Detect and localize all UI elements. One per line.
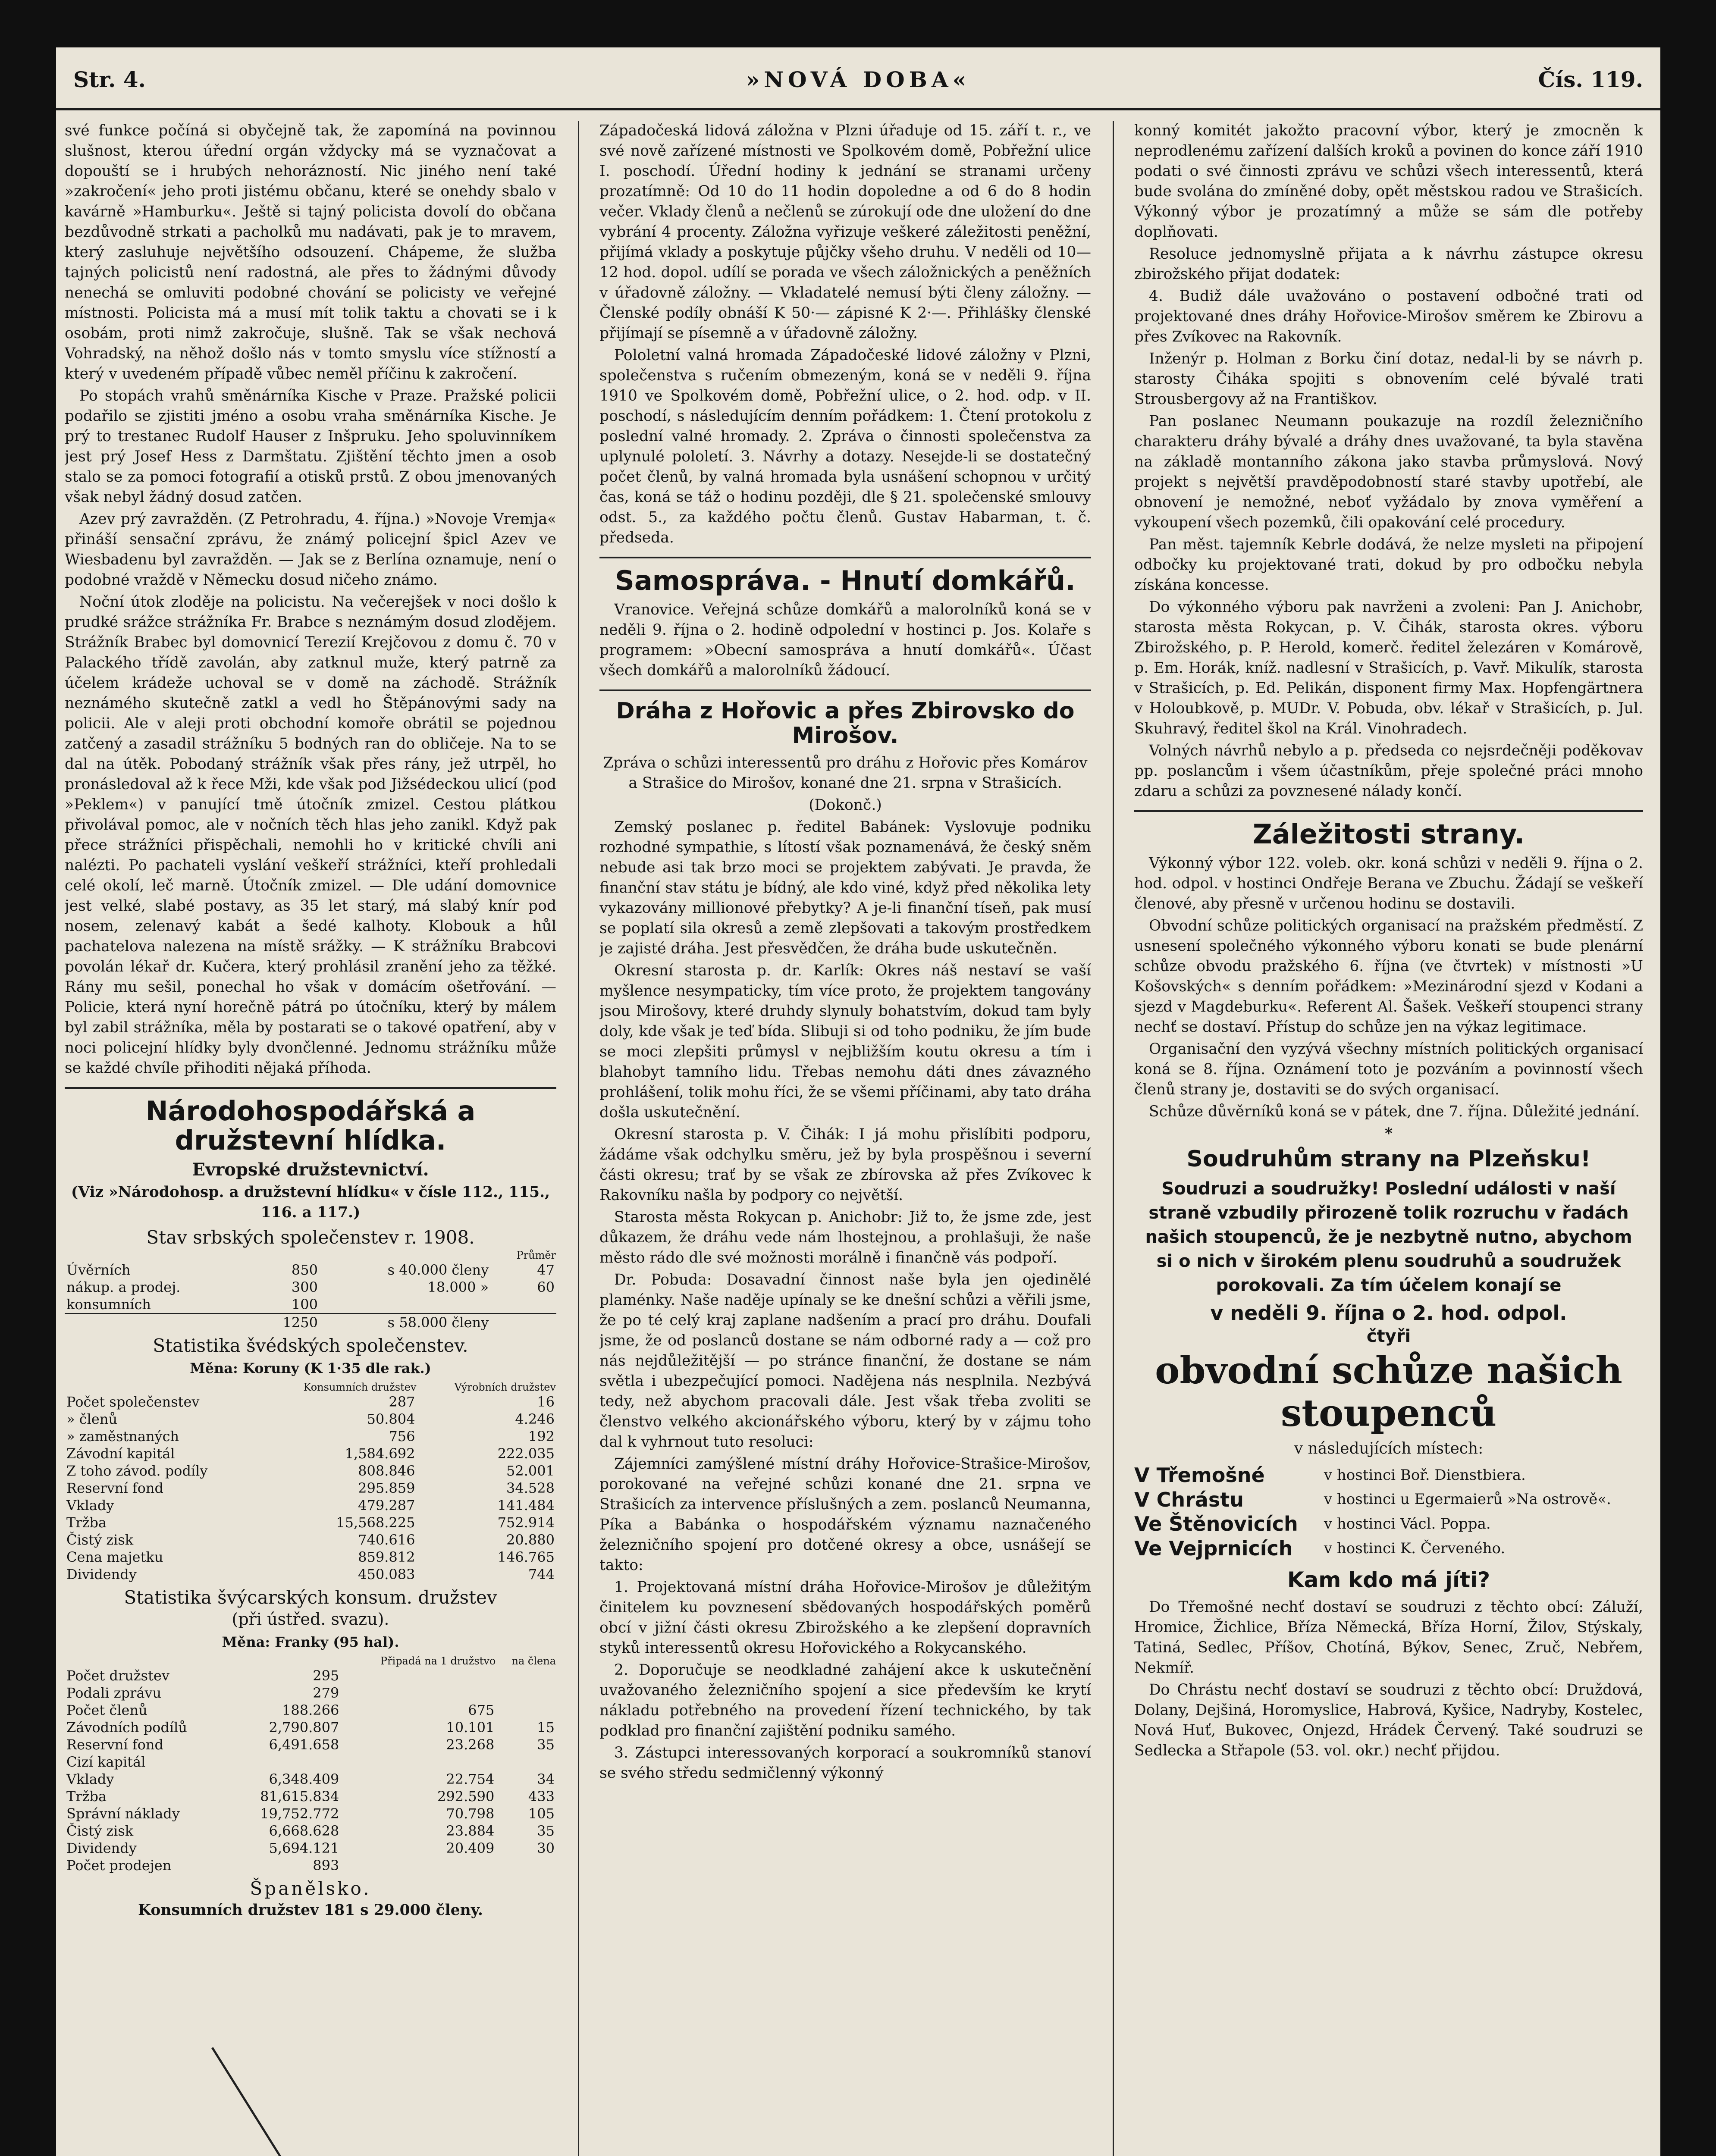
article-intro: Zpráva o schůzi interessentů pro dráhu z Hořovic přes Komárov a Strašice do Mirošov, konané dne 21. srpna v Strašicích. — [603, 754, 1088, 792]
section-rule — [65, 1087, 556, 1089]
article-paragraph: Po stopách vrahů směnárníka Kische v Praze. Pražské policii podařilo se zjistiti jméno a osobu vraha směnárníka Kische. Je prý to trestanec Rudolf Hauser z Inšpruku. Jeho spoluvinníkem jest prý Josef Hess z Darmštatu. Zjištění těchto jmen a osob stalo se za pomoci fotografií a otisků prstů. Z obou jmenovaných však nebyl žádný dosud zatčen. — [65, 387, 556, 506]
article-heading: Dráha z Hořovic a přes Zbirovsko do Mirošov. — [616, 698, 1075, 749]
swiss-table: Připadá na 1 družstvo na člena Počet družstev 295 Podali zprávu 279 Počet členů 188.266 675 Závodních podílů 2,790.807 10.101 15 Reservní fond 6,491.658 23.268 35 Cizí kapitál Vklady 6,348.409 22.754 34 Tržba 81,615.834 292.590 433 Správní náklady 19,752.772 70.798 105 Čistý zisk 6,668.628 23.884 35 Dividendy 5,694.121 20.409 30 Počet prodejen 893 — [65, 1655, 556, 1874]
section-heading: Samospráva. - Hnutí domkářů. — [615, 565, 1076, 596]
article-paragraph: Pan poslanec Neumann poukazuje na rozdíl železničního charakteru dráhy bývalé a dráhy dnes uvažované, ta byla stavěna na základě montanního zákona jako stavba průmyslová. Nový projekt s největší pravděpodobností staré stavby upotřebí, ale obnovení je nemožné, neboť vyžádalo by znova vyměření a vykoupení všech pozemků, čili opakování celé procedury. — [1134, 413, 1643, 531]
currency-note: Měna: Franky (95 hal). — [222, 1634, 399, 1651]
article-note: (Dokonč.) — [809, 796, 882, 814]
table-row: Počet družstev 295 — [66, 1667, 339, 1684]
spain-line: Konsumních družstev 181 s 29.000 členy. — [138, 1902, 483, 1919]
article-paragraph: Do Třemošné nechť dostaví se soudruzi z těchto obcí: Záluží, Hromice, Žichlice, Bříza Německá, Bříza Horní, Žilov, Stýskaly, Tatiná, Sedlec, Příšov, Chotíná, Býkov, Senec, Zruč, Nebřem, Nekmíř. — [1134, 1598, 1643, 1677]
article-paragraph: Okresní starosta p. dr. Karlík: Okres náš nestaví se vaší myšlence nesympaticky, tím více proto, že projektem tangovány jsou Mirošovy, které druhdy slynuly bohatstvím, dokud tam byly doly, kde však je teď bída. Slibuji si od toho podniku, že jím bude se moci zlepšiti průmysl v nejbližším koutu okresu a tím i blahobyt tamního lidu. Třebas nemohu dáti dnes závazného prohlášení, tolik mohu říci, že se všemi příčinami, aby tato dráha došla uskutečnění. — [599, 962, 1091, 1121]
article-paragraph: Západočeská lidová záložna v Plzni úřaduje od 15. září t. r., ve své nově zařízené místnosti ve Spolkovém domě, Pobřežní ulice I. poschodí. Úřední hodiny k jednání se stranami určeny prozatímně: Od 10 do 11 hodin dopoledne a od 6 do 8 hodin večer. Vklady členů a nečlenů se zúrokují ode dne uložení do dne vybrání 4 procenty. Záložna vyřizuje veškeré záležitosti peněžní, přijímá vklady a poskytuje půjčky všeho druhu. V neděli od 10—12 hod. dopol. udílí se porada ve všech záložnických a peněžních v úřadovně záložny. — Vkladatelé nemusí býti členy záložny. — Členské podíly obnáší K 50·— zápisné K 2·—. Přihlášky členské přijímají se písemně a v úřadovně záložny. — [599, 122, 1091, 342]
appeal-heading: Soudruhům strany na Plzeňsku! — [1186, 1146, 1591, 1172]
table-row: Dividendy 450.083 744 — [66, 1566, 555, 1583]
article-paragraph: 4. Budiž dále uvažováno o postavení odbočné trati od projektované dnes dráhy Hořovice-Mirošov směrem ke Zbirovu a přes Zvíkovec na Rakovník. — [1134, 288, 1643, 345]
column-2 — [599, 121, 1091, 2156]
currency-note: Měna: Koruny (K 1·35 dle rak.) — [190, 1360, 431, 1377]
appeal-count: čtyři — [1366, 1326, 1411, 1346]
table-row: Počet prodejen 893 — [66, 1857, 339, 1874]
table-row: Čistý zisk 6,668.628 23.884 35 — [66, 1823, 555, 1839]
table-row: Úvěrních 850 s 40.000 členy 47 — [66, 1262, 555, 1279]
swedish-table: Konsumních družstev Výrobních družstev Počet společenstev 287 16 » členů 50.804 4.246 » zaměstnaných 756 192 Závodní kapitál 1,584.692 222.035 Z toho závod. podíly 808.846 52.001 Reservní fond 295.859 34.528 Vklady 479.287 141.484 Tržba 15,568.225 752.914 Čistý zisk 740.616 20.880 Cena majetku 859.812 146.765 Dividendy 450.083 744 — [65, 1381, 556, 1583]
table-subtitle: (při ústřed. svazu). — [232, 1610, 389, 1629]
article-paragraph: 1. Projektovaná místní dráha Hořovice-Mirošov je důležitým činitelem ku povznesení sbědovaných hospodářských poměrů obcí v jižní části okresu Zbirožského a ke zlepšení dopravních styků interessentů okresu Hořovického a Rokycanského. — [599, 1578, 1091, 1657]
article-paragraph: 2. Doporučuje se neodkladné zahájení akce k uskutečnění uvažovaného železničního spojení a sice především ke krytí nákladu potřebného na provedení řízení technického, by tak podklad pro finanční zajištění podniku samého. — [599, 1661, 1091, 1739]
masthead — [56, 47, 1660, 110]
table-title: Stav srbských společenstev r. 1908. — [146, 1227, 475, 1248]
column-divider — [578, 121, 579, 2156]
article-paragraph: Vranovice. Veřejná schůze domkářů a malorolníků koná se v neděli 9. října o 2. hodině odpolední v hostinci p. Jos. Kolaře s programem: »Obecní samospráva a hnutí domkářů«. Účast všech domkářů a malorolníků žádoucí. — [599, 601, 1091, 680]
article-paragraph: Obvodní schůze politických organisací na pražském předměstí. Z usnesení společného výkonného výboru konati se bude plenární schůze obvodu pražského 6. října (ve čtvrtek) v místnosti »U Košovských« s denním pořádkem: »Mezinárodní sjezd v Kodani a sjezd v Magdeburku«. Referent Al. Šašek. Veškeří stoupenci strany nechť se dostaví. Přístup do schůze jen na výkaz legitimace. — [1134, 917, 1643, 1036]
separator-star: * — [1384, 1125, 1393, 1143]
table-row: Reservní fond 6,491.658 23.268 35 — [66, 1736, 555, 1753]
article-paragraph: Pan měst. tajemník Kebrle dodává, že nelze mysleti na připojení odbočky ku projektované trati, dokud by pro odbočku nebyla získána koncesse. — [1134, 536, 1643, 594]
section-rule — [599, 557, 1091, 558]
table-row: Vklady 6,348.409 22.754 34 — [66, 1771, 555, 1788]
section-heading: Národohospodářská a družstevní hlídka. — [145, 1095, 476, 1156]
table-title: Statistika švýcarských konsum. družstev — [124, 1587, 497, 1608]
article-paragraph: Azev prý zavražděn. (Z Petrohradu, 4. října.) »Novoje Vremja« přináší sensační zprávu, že známý policejní špicl Azev ve Wiesbadenu byl zavražděn. — Jak se z Berlína oznamuje, není o podobné vraždě v Německu dosud ničeho známo. — [65, 511, 556, 589]
appeal-date: v neděli 9. října o 2. hod. odpol. — [1210, 1301, 1567, 1325]
issue-number: Čís. 119. — [1538, 67, 1643, 92]
table-row: Tržba 81,615.834 292.590 433 — [66, 1788, 555, 1805]
section-rule — [599, 689, 1091, 691]
sub-note: (Viz »Národohosp. a družstevní hlídku« v čísle 112., 115., 116. a 117.) — [71, 1184, 550, 1222]
meeting-item: Ve Štěnovicích v hostinci Václ. Poppa. — [1134, 1512, 1491, 1536]
table-row: Počet členů 188.266 675 — [66, 1702, 495, 1719]
table-row: Tržba 15,568.225 752.914 — [66, 1514, 555, 1531]
article-paragraph: Výkonný výbor 122. voleb. okr. koná schůzi v neděli 9. října o 2. hod. odpol. v hostinci Ondřeje Berana ve Zbuchu. Žádají se veškeří členové, aby přesně v určenou hodinu se dostavili. — [1134, 855, 1643, 913]
table-row: » členů 50.804 4.246 — [66, 1411, 555, 1428]
article-paragraph: Organisační den vyzývá všechny místních politických organisací koná se 8. října. Oznámení toto je pozváním a povinností všech členů strany je, dostaviti se do svých organisací. — [1134, 1040, 1643, 1099]
whereto-heading: Kam kdo má jíti? — [1287, 1567, 1490, 1593]
sub-heading: Evropské družstevnictví. — [192, 1159, 429, 1180]
column-header: Průměr — [516, 1249, 556, 1262]
meeting-list — [1134, 1463, 1643, 1561]
table-row: Cizí kapitál — [66, 1754, 146, 1771]
table-row: Vklady 479.287 141.484 — [66, 1497, 555, 1514]
table-row: Čistý zisk 740.616 20.880 — [66, 1532, 555, 1548]
appeal-text: Soudruzi a soudružky! Poslední události v naší straně vzbudily přirozeně tolik rozruchu v řadách našich stoupenců, že je nezbytně nutno, abychom si o nich v širokém plenu soudruhů a soudružek porokovali. Za tím účelem konají se — [1145, 1178, 1632, 1295]
column-3 — [1134, 121, 1643, 2156]
article-paragraph: Zemský poslanec p. ředitel Babánek: Vyslovuje podniku rozhodné sympathie, s lítostí však poznamenává, že český sněm nebude asi tak brzo moci se projektem zabývati. Je pravda, že finanční stav státu je bídný, ale kdo viné, když před několika lety vykazovány millionové přebytky? A je-li finanční tíseň, pak musí se poplatí sila okresů a země zlepšovati a takovým prostředkem je zajisté dráha. Jest přesvědčen, že dráha bude uskutečněn. — [599, 818, 1091, 957]
newspaper-page — [56, 47, 1660, 2156]
article-paragraph: Do Chrástu nechť dostaví se soudruzi z těchto obcí: Druždová, Dolany, Dejšiná, Horomyslice, Habrová, Kyšice, Nadryby, Kostelec, Nová Huť, Bukovec, Onjezd, Hrádek Červený. Také soudruzi se Sedlecka a Střapole (53. vol. okr.) nechť přijdou. — [1134, 1681, 1643, 1759]
meeting-item: Ve Vejprnicích v hostinci K. Červeného. — [1134, 1537, 1506, 1561]
newspaper-title: »NOVÁ DOBA« — [746, 67, 970, 92]
table-row: Závodní kapitál 1,584.692 222.035 — [66, 1445, 555, 1462]
article-paragraph: Inženýr p. Holman z Borku činí dotaz, nedal-li by se návrh p. starosty Čiháka spojiti s obnovením celé bývalé trati Strousbergovy až na Františkov. — [1134, 350, 1643, 408]
section-rule — [1134, 810, 1643, 812]
column-1 — [65, 121, 556, 2156]
table-row: Z toho závod. podíly 808.846 52.001 — [66, 1463, 555, 1479]
table-title: Statistika švédských společenstev. — [153, 1335, 468, 1357]
article-paragraph: Schůze důvěrníků koná se v pátek, dne 7. října. Důležité jednání. — [1149, 1103, 1640, 1121]
appeal-big-heading: obvodní schůze našich stoupenců — [1155, 1348, 1622, 1435]
article-paragraph: Starosta města Rokycan p. Anichobr: Již to, že jsme zde, jest důkazem, že dráhu vede nám lhostejnou, a prohlašuji, že naše město rádo dle své možnosti morálně i finančně vás podpoří. — [599, 1208, 1091, 1266]
article-paragraph: 3. Zástupci interessovaných korporací a soukromníků stanoví se svého středu sedmičlenný výkonný — [599, 1744, 1091, 1782]
table-row: konsumních 100 — [66, 1296, 318, 1313]
table-total-row: 1250 s 58.000 členy — [65, 1313, 556, 1331]
table-title: Španělsko. — [250, 1878, 371, 1899]
table-row: » zaměstnaných 756 192 — [66, 1428, 555, 1445]
article-paragraph: Zájemníci zamýšlené místní dráhy Hořovice-Strašice-Mirošov, porokované na veřejné schůzi konané dne 21. srpna ve Strašicích za intervence příslušných a zem. poslanců Neumanna, Píka a Babánka o hospodářském významu naznačeného železničního spojení pro dotčené okresy a obce, usnášejí se takto: — [599, 1455, 1091, 1574]
article-paragraph: konný komitét jakožto pracovní výbor, který je zmocněn k neprodlenému zařízení dalších kroků a povinen do konce září 1910 podati o své činnosti zprávu ve schůzi všech interessentů, která bude svolána do zmíněné doby, opět městskou radou ve Strašicích. Výkonný výbor je prozatímný a může se sám dle potřeby doplňovati. — [1134, 122, 1643, 241]
meeting-item: V Třemošné v hostinci Boř. Dienstbiera. — [1134, 1463, 1526, 1487]
serbian-table — [65, 1249, 556, 1331]
article-paragraph: Pololetní valná hromada Západočeské lidové záložny v Plzni, společenstva s ručením obmezeným, koná se v neděli 9. října 1910 ve Spolkovém domě, Pobřežní ulice, o 2. hod. odp. v II. poschodí, s následujícím denním pořádkem: 1. Čtení protokolu z poslední valné hromady. 2. Zpráva o činnosti společenstva za uplynulé pololetí. 3. Návrhy a dotazy. Nesejde-li se dostatečný počet členů, by valná hromada byla usnášení schopnou v určitý čas, koná se táž o hodinu později, dle § 21. společenské smlouvy odst. 5., za každého počtu členů. Gustav Habarman, t. č. předseda. — [599, 347, 1091, 546]
section-heading: Záležitosti strany. — [1252, 818, 1525, 850]
table-row: nákup. a prodej. 300 18.000 » 60 — [66, 1279, 555, 1296]
article-paragraph: své funkce počíná si obyčejně tak, že zapomíná na povinnou slušnost, kterou úřední orgán vždycky má se vyznačovat a dopouští se i hrubých nehorázností. Nic jiného není také »zakročení« jeho proti jistému občanu, které se onehdy sbalo v kavárně »Hamburku«. Ještě si tajný policista dovolí do občana bezdůvodně strkati a pacholků mu nadávati, pak je to mravem, který zasluhuje největšího odsouzení. Chápeme, že služba tajných policistů není radostná, ale přes to žádnými důvody nenechá se omluviti podobné chování se policisty ve veřejné místnosti. Policista má a musí mít tolik taktu a chovati se i k osobám, proti nimž zakročuje, slušně. Tak se však nechová Vohradský, na něhož došlo nás v tomto smyslu více stížností a který v uvedeném případě vůbec neměl příčinu k zakročení. — [65, 122, 556, 382]
table-row: Reservní fond 295.859 34.528 — [66, 1480, 555, 1497]
table-row: Počet společenstev 287 16 — [66, 1394, 555, 1410]
article-paragraph: Do výkonného výboru pak navrženi a zvoleni: Pan J. Anichobr, starosta města Rokycan, p. V. Čihák, starosta okres. výboru Zbirožského, p. P. Herold, komerč. ředitel železáren v Komárově, p. Em. Horák, kníž. nadlesní v Strašicích, p. Vavř. Mikulík, starosta v Strašicích, p. Ed. Pelikán, disponent firmy Max. Hopfengärtnera v Holoubkově, p. MUDr. V. Pobuda, obv. lékař v Strašicích, p. Jul. Skuhravý, ředitel škol na Král. Vinohradech. — [1134, 599, 1643, 737]
article-paragraph: Resoluce jednomyslně přijata a k návrhu zástupce okresu zbirožského přijat dodatek: — [1134, 245, 1643, 283]
page-number: Str. 4. — [73, 67, 146, 92]
article-paragraph: Dr. Pobuda: Dosavadní činnost naše byla jen ojedinělé plaménky. Naše naděje upínaly se ke dnešní schůzi a věřili jsme, že po té celý kraj zaplane nadšením a prací pro dráhu. Doufali jsme, že od poslanců dostane se nám odborné rady a — což pro nás nejdůležitější — po stránce finanční, že dostane se nám světla i ubezpečující pomoci. Nadějena nás nesplnila. Nezbývá tedy, než abychom pracovali dále. Jest však třeba zvoliti se členstvo velkého akcionářského výboru, který by v zájmu toho dal k vyhrnout tuto resoluci: — [599, 1271, 1091, 1451]
table-row: Dividendy 5,694.121 20.409 30 — [66, 1840, 555, 1857]
article-paragraph: Okresní starosta p. V. Čihák: I já mohu přislíbiti podporu, žádáme však odchylku směru, jež by byla prospěšnou i severní části okresu; trať by se však ze zbírovska až přes Zvíkovec k Rakovníku našla by podpory co největší. — [599, 1125, 1091, 1204]
appeal-places: v následujících místech: — [1294, 1439, 1484, 1457]
table-row: Podali zprávu 279 — [66, 1685, 339, 1702]
article-paragraph: Noční útok zloděje na policistu. Na večerejšek v noci došlo k prudké srážce strážníka Fr. Brabce s neznámým dosud zlodějem. Strážník Brabec byl domovnicí Terezií Krejčovou z domu č. 70 v Palackého třídě zavolán, aby zatknul muže, který patrně za účelem krádeže uchoval se v domě na záchodě. Strážník neznámého skutečně zatkl a vedl ho Štěpánovými sady na policii. Ale v aleji proti obchodní komoře obrátil se pojednou zatčený a zasadil strážníku 5 bodných ran do obličeje. Na to se dal na útěk. Pobodaný strážník však přes rány, jež utrpěl, ho pronásledoval až k řece Mži, kde však pod Jižsédeckou ulicí (pod »Peklem«) v panující tmě útočník zmizel. Cestou plátkou přivolával pomoc, ale v nočních těch hlas jeho zanikl. Když pak přece strážníci přispěchali, nemohli ho v kritické chvíli ani nalézti. Po pachateli vyslání veškeří strážníci, kteří prohledali celé okolí, leč marně. Útočník zmizel. — Dle udání domovnice jest velké, slabé postavy, as 35 let starý, má slabý knír pod nosem, zelenavý kabát a šedé kalhoty. Klobouk a hůl pachatelova nalezena na místě srážky. — K strážníku Brabcovi povolán lékař dr. Kučera, který prohlásil zranění jeho za těžké. Rány mu sešil, ponechal ho však v domácím ošetřování. — Policie, která nyní horečně pátrá po útočníku, který by málem byl zabil strážníka, měla by postarati se o takové opatření, aby v noci policejní hlídky byly dvončlenné. Jednomu strážníku může se každé chvíle přihoditi nějaká příhoda. — [65, 593, 556, 1077]
meeting-item: V Chrástu v hostinci u Egermaierů »Na ostrově«. — [1134, 1488, 1611, 1511]
table-row: Správní náklady 19,752.772 70.798 105 — [66, 1805, 555, 1822]
table-row: Závodních podílů 2,790.807 10.101 15 — [66, 1719, 555, 1736]
table-row: Cena majetku 859.812 146.765 — [66, 1549, 555, 1566]
article-paragraph: Volných návrhů nebylo a p. předseda co nejsrdečněji poděkovav pp. poslancům i všem účastníkům, přeje společné práci mnoho zdaru a schůzi za povznesené nálady končí. — [1134, 742, 1643, 800]
column-divider — [1113, 121, 1114, 2156]
